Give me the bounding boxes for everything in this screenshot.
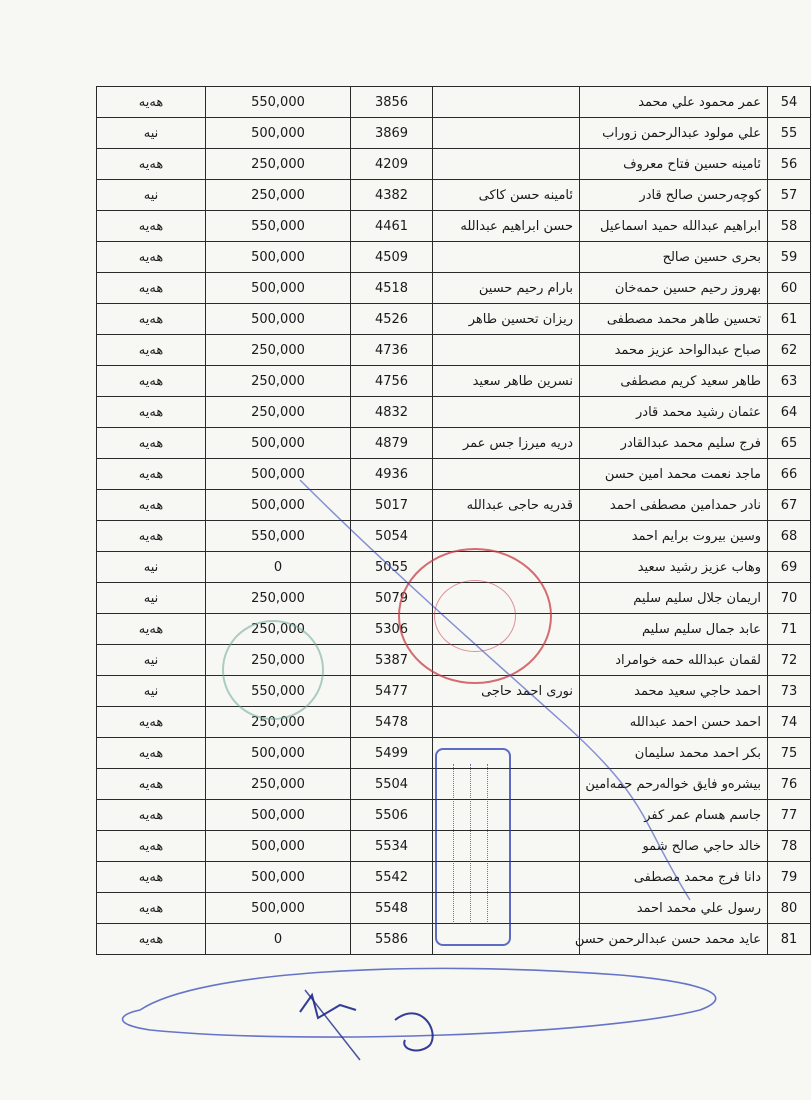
amount-cell: 250,000 xyxy=(206,707,351,738)
relative-name-cell xyxy=(433,831,580,862)
status-cell: هەیە xyxy=(97,397,206,428)
status-cell: هەیە xyxy=(97,614,206,645)
name-cell: نادر حمدامين مصطفى احمد xyxy=(580,490,768,521)
row-number-cell: 61 xyxy=(768,304,811,335)
table-row xyxy=(97,118,811,149)
table-row xyxy=(97,273,811,304)
amount-cell: 250,000 xyxy=(206,645,351,676)
row-number-cell: 69 xyxy=(768,552,811,583)
status-cell: هەیە xyxy=(97,862,206,893)
amount-cell: 500,000 xyxy=(206,738,351,769)
relative-name-cell xyxy=(433,738,580,769)
name-cell: احمد حاجي سعيد محمد xyxy=(580,676,768,707)
relative-name-cell xyxy=(433,769,580,800)
row-number-cell: 58 xyxy=(768,211,811,242)
row-number-cell: 67 xyxy=(768,490,811,521)
row-number-cell: 75 xyxy=(768,738,811,769)
name-cell: طاهر سعید كريم مصطفى xyxy=(580,366,768,397)
status-cell: هەیە xyxy=(97,459,206,490)
row-number-cell: 73 xyxy=(768,676,811,707)
table-row xyxy=(97,211,811,242)
relative-name-cell xyxy=(433,552,580,583)
status-cell: هەیە xyxy=(97,149,206,180)
status-cell: هەیە xyxy=(97,521,206,552)
status-cell: نیە xyxy=(97,180,206,211)
row-number-cell: 80 xyxy=(768,893,811,924)
relative-name-cell xyxy=(433,335,580,366)
code-cell: 5017 xyxy=(351,490,433,521)
amount-cell: 500,000 xyxy=(206,118,351,149)
name-cell: فرج سليم محمد عبدالقادر xyxy=(580,428,768,459)
code-cell: 5506 xyxy=(351,800,433,831)
code-cell: 5542 xyxy=(351,862,433,893)
relative-name-cell: قدريه حاجی عبدالله xyxy=(433,490,580,521)
name-cell: تحسين طاهر محمد مصطفى xyxy=(580,304,768,335)
amount-cell: 250,000 xyxy=(206,149,351,180)
row-number-cell: 81 xyxy=(768,924,811,955)
table-row xyxy=(97,180,811,211)
relative-name-cell: نوری احمد حاجی xyxy=(433,676,580,707)
name-cell: عثمان رشيد محمد قادر xyxy=(580,397,768,428)
relative-name-cell xyxy=(433,800,580,831)
amount-cell: 0 xyxy=(206,552,351,583)
name-cell: لقمان عبدالله حمه خوامراد xyxy=(580,645,768,676)
name-cell: خالد حاجي صالح شمو xyxy=(580,831,768,862)
name-cell: بحری حسین صالح xyxy=(580,242,768,273)
amount-cell: 500,000 xyxy=(206,428,351,459)
code-cell: 5079 xyxy=(351,583,433,614)
status-cell: هەیە xyxy=(97,490,206,521)
table-row xyxy=(97,707,811,738)
code-cell: 3856 xyxy=(351,87,433,118)
table-row xyxy=(97,583,811,614)
amount-cell: 500,000 xyxy=(206,831,351,862)
relative-name-cell xyxy=(433,707,580,738)
status-cell: هەیە xyxy=(97,87,206,118)
name-cell: وهاب عزيز رشيد سعيد xyxy=(580,552,768,583)
table-row xyxy=(97,397,811,428)
relative-name-cell xyxy=(433,924,580,955)
row-number-cell: 79 xyxy=(768,862,811,893)
row-number-cell: 57 xyxy=(768,180,811,211)
amount-cell: 250,000 xyxy=(206,180,351,211)
row-number-cell: 66 xyxy=(768,459,811,490)
amount-cell: 250,000 xyxy=(206,397,351,428)
relative-name-cell: حسن ابراهيم عبدالله xyxy=(433,211,580,242)
amount-cell: 500,000 xyxy=(206,893,351,924)
table-row xyxy=(97,924,811,955)
relative-name-cell xyxy=(433,893,580,924)
status-cell: نیە xyxy=(97,583,206,614)
row-number-cell: 74 xyxy=(768,707,811,738)
amount-cell: 500,000 xyxy=(206,459,351,490)
table-row xyxy=(97,490,811,521)
relative-name-cell: بارام رحیم حسین xyxy=(433,273,580,304)
amount-cell: 500,000 xyxy=(206,490,351,521)
status-cell: هەیە xyxy=(97,304,206,335)
name-cell: ئامينه حسين فتاح معروف xyxy=(580,149,768,180)
row-number-cell: 77 xyxy=(768,800,811,831)
name-cell: وسين بيروت برايم احمد xyxy=(580,521,768,552)
row-number-cell: 55 xyxy=(768,118,811,149)
table-row xyxy=(97,242,811,273)
code-cell: 4461 xyxy=(351,211,433,242)
table-row xyxy=(97,614,811,645)
name-cell: عايد محمد حسن عبدالرحمن حسن xyxy=(580,924,768,955)
roster-table xyxy=(96,86,811,955)
name-cell: علي مولود عبدالرحمن زوراب xyxy=(580,118,768,149)
row-number-cell: 78 xyxy=(768,831,811,862)
table-row xyxy=(97,769,811,800)
code-cell: 4756 xyxy=(351,366,433,397)
relative-name-cell xyxy=(433,149,580,180)
code-cell: 5548 xyxy=(351,893,433,924)
amount-cell: 500,000 xyxy=(206,242,351,273)
amount-cell: 250,000 xyxy=(206,769,351,800)
name-cell: ماجد نعمت محمد امين حسن xyxy=(580,459,768,490)
amount-cell: 250,000 xyxy=(206,335,351,366)
status-cell: هەیە xyxy=(97,738,206,769)
row-number-cell: 59 xyxy=(768,242,811,273)
table-row xyxy=(97,87,811,118)
name-cell: كوچەرحسن صالح قادر xyxy=(580,180,768,211)
table-row xyxy=(97,738,811,769)
amount-cell: 550,000 xyxy=(206,676,351,707)
relative-name-cell: نسرين طاهر سعيد xyxy=(433,366,580,397)
row-number-cell: 54 xyxy=(768,87,811,118)
code-cell: 5387 xyxy=(351,645,433,676)
status-cell: هەیە xyxy=(97,769,206,800)
name-cell: بكر احمد محمد سليمان xyxy=(580,738,768,769)
table-row xyxy=(97,335,811,366)
code-cell: 4736 xyxy=(351,335,433,366)
relative-name-cell xyxy=(433,87,580,118)
relative-name-cell xyxy=(433,583,580,614)
roster-body xyxy=(97,87,811,955)
row-number-cell: 76 xyxy=(768,769,811,800)
table-row xyxy=(97,645,811,676)
relative-name-cell: ريزان تحسين طاهر xyxy=(433,304,580,335)
code-cell: 5586 xyxy=(351,924,433,955)
relative-name-cell xyxy=(433,614,580,645)
table-row xyxy=(97,304,811,335)
row-number-cell: 63 xyxy=(768,366,811,397)
code-cell: 5055 xyxy=(351,552,433,583)
table-row xyxy=(97,893,811,924)
relative-name-cell: دريه ميرزا جس عمر xyxy=(433,428,580,459)
code-cell: 5534 xyxy=(351,831,433,862)
amount-cell: 500,000 xyxy=(206,800,351,831)
code-cell: 4209 xyxy=(351,149,433,180)
relative-name-cell xyxy=(433,459,580,490)
table-row xyxy=(97,149,811,180)
table-row xyxy=(97,800,811,831)
table-row xyxy=(97,831,811,862)
name-cell: جاسم هسام عمر كفر xyxy=(580,800,768,831)
relative-name-cell xyxy=(433,242,580,273)
row-number-cell: 71 xyxy=(768,614,811,645)
code-cell: 4936 xyxy=(351,459,433,490)
table-row xyxy=(97,366,811,397)
row-number-cell: 60 xyxy=(768,273,811,304)
status-cell: هەیە xyxy=(97,366,206,397)
code-cell: 4879 xyxy=(351,428,433,459)
table-row xyxy=(97,552,811,583)
code-cell: 4832 xyxy=(351,397,433,428)
name-cell: صباح عبدالواحد عزيز محمد xyxy=(580,335,768,366)
name-cell: عمر محمود علي محمد xyxy=(580,87,768,118)
code-cell: 4382 xyxy=(351,180,433,211)
code-cell: 5477 xyxy=(351,676,433,707)
amount-cell: 250,000 xyxy=(206,366,351,397)
name-cell: عابد جمال سليم سليم xyxy=(580,614,768,645)
status-cell: هەیە xyxy=(97,335,206,366)
table-row xyxy=(97,428,811,459)
amount-cell: 500,000 xyxy=(206,273,351,304)
code-cell: 5306 xyxy=(351,614,433,645)
relative-name-cell xyxy=(433,521,580,552)
status-cell: هەیە xyxy=(97,893,206,924)
relative-name-cell: ئامینه حسن كاكی xyxy=(433,180,580,211)
code-cell: 3869 xyxy=(351,118,433,149)
table-row xyxy=(97,521,811,552)
name-cell: اريمان جلال سليم سليم xyxy=(580,583,768,614)
amount-cell: 250,000 xyxy=(206,583,351,614)
row-number-cell: 72 xyxy=(768,645,811,676)
name-cell: احمد حسن احمد عبدالله xyxy=(580,707,768,738)
relative-name-cell xyxy=(433,645,580,676)
code-cell: 4526 xyxy=(351,304,433,335)
status-cell: هەیە xyxy=(97,211,206,242)
status-cell: نیە xyxy=(97,676,206,707)
status-cell: نیە xyxy=(97,645,206,676)
name-cell: بهروز رحيم حسين حمەخان xyxy=(580,273,768,304)
table-row xyxy=(97,862,811,893)
status-cell: هەیە xyxy=(97,831,206,862)
status-cell: نیە xyxy=(97,118,206,149)
status-cell: هەیە xyxy=(97,800,206,831)
amount-cell: 250,000 xyxy=(206,614,351,645)
status-cell: هەیە xyxy=(97,273,206,304)
status-cell: نیە xyxy=(97,552,206,583)
status-cell: هەیە xyxy=(97,924,206,955)
amount-cell: 500,000 xyxy=(206,304,351,335)
name-cell: بيشرەو فايق خوالەرحم حمەامين xyxy=(580,769,768,800)
name-cell: ابراهيم عبدالله حميد اسماعيل xyxy=(580,211,768,242)
row-number-cell: 65 xyxy=(768,428,811,459)
code-cell: 4518 xyxy=(351,273,433,304)
code-cell: 5499 xyxy=(351,738,433,769)
amount-cell: 500,000 xyxy=(206,862,351,893)
amount-cell: 550,000 xyxy=(206,521,351,552)
relative-name-cell xyxy=(433,397,580,428)
row-number-cell: 56 xyxy=(768,149,811,180)
code-cell: 4509 xyxy=(351,242,433,273)
amount-cell: 0 xyxy=(206,924,351,955)
name-cell: دانا فرج محمد مصطفى xyxy=(580,862,768,893)
code-cell: 5054 xyxy=(351,521,433,552)
amount-cell: 550,000 xyxy=(206,87,351,118)
amount-cell: 550,000 xyxy=(206,211,351,242)
code-cell: 5478 xyxy=(351,707,433,738)
row-number-cell: 64 xyxy=(768,397,811,428)
code-cell: 5504 xyxy=(351,769,433,800)
status-cell: هەیە xyxy=(97,428,206,459)
table-row xyxy=(97,459,811,490)
row-number-cell: 70 xyxy=(768,583,811,614)
relative-name-cell xyxy=(433,118,580,149)
row-number-cell: 68 xyxy=(768,521,811,552)
table-row xyxy=(97,676,811,707)
name-cell: رسول علي محمد احمد xyxy=(580,893,768,924)
row-number-cell: 62 xyxy=(768,335,811,366)
status-cell: هەیە xyxy=(97,242,206,273)
relative-name-cell xyxy=(433,862,580,893)
status-cell: هەیە xyxy=(97,707,206,738)
